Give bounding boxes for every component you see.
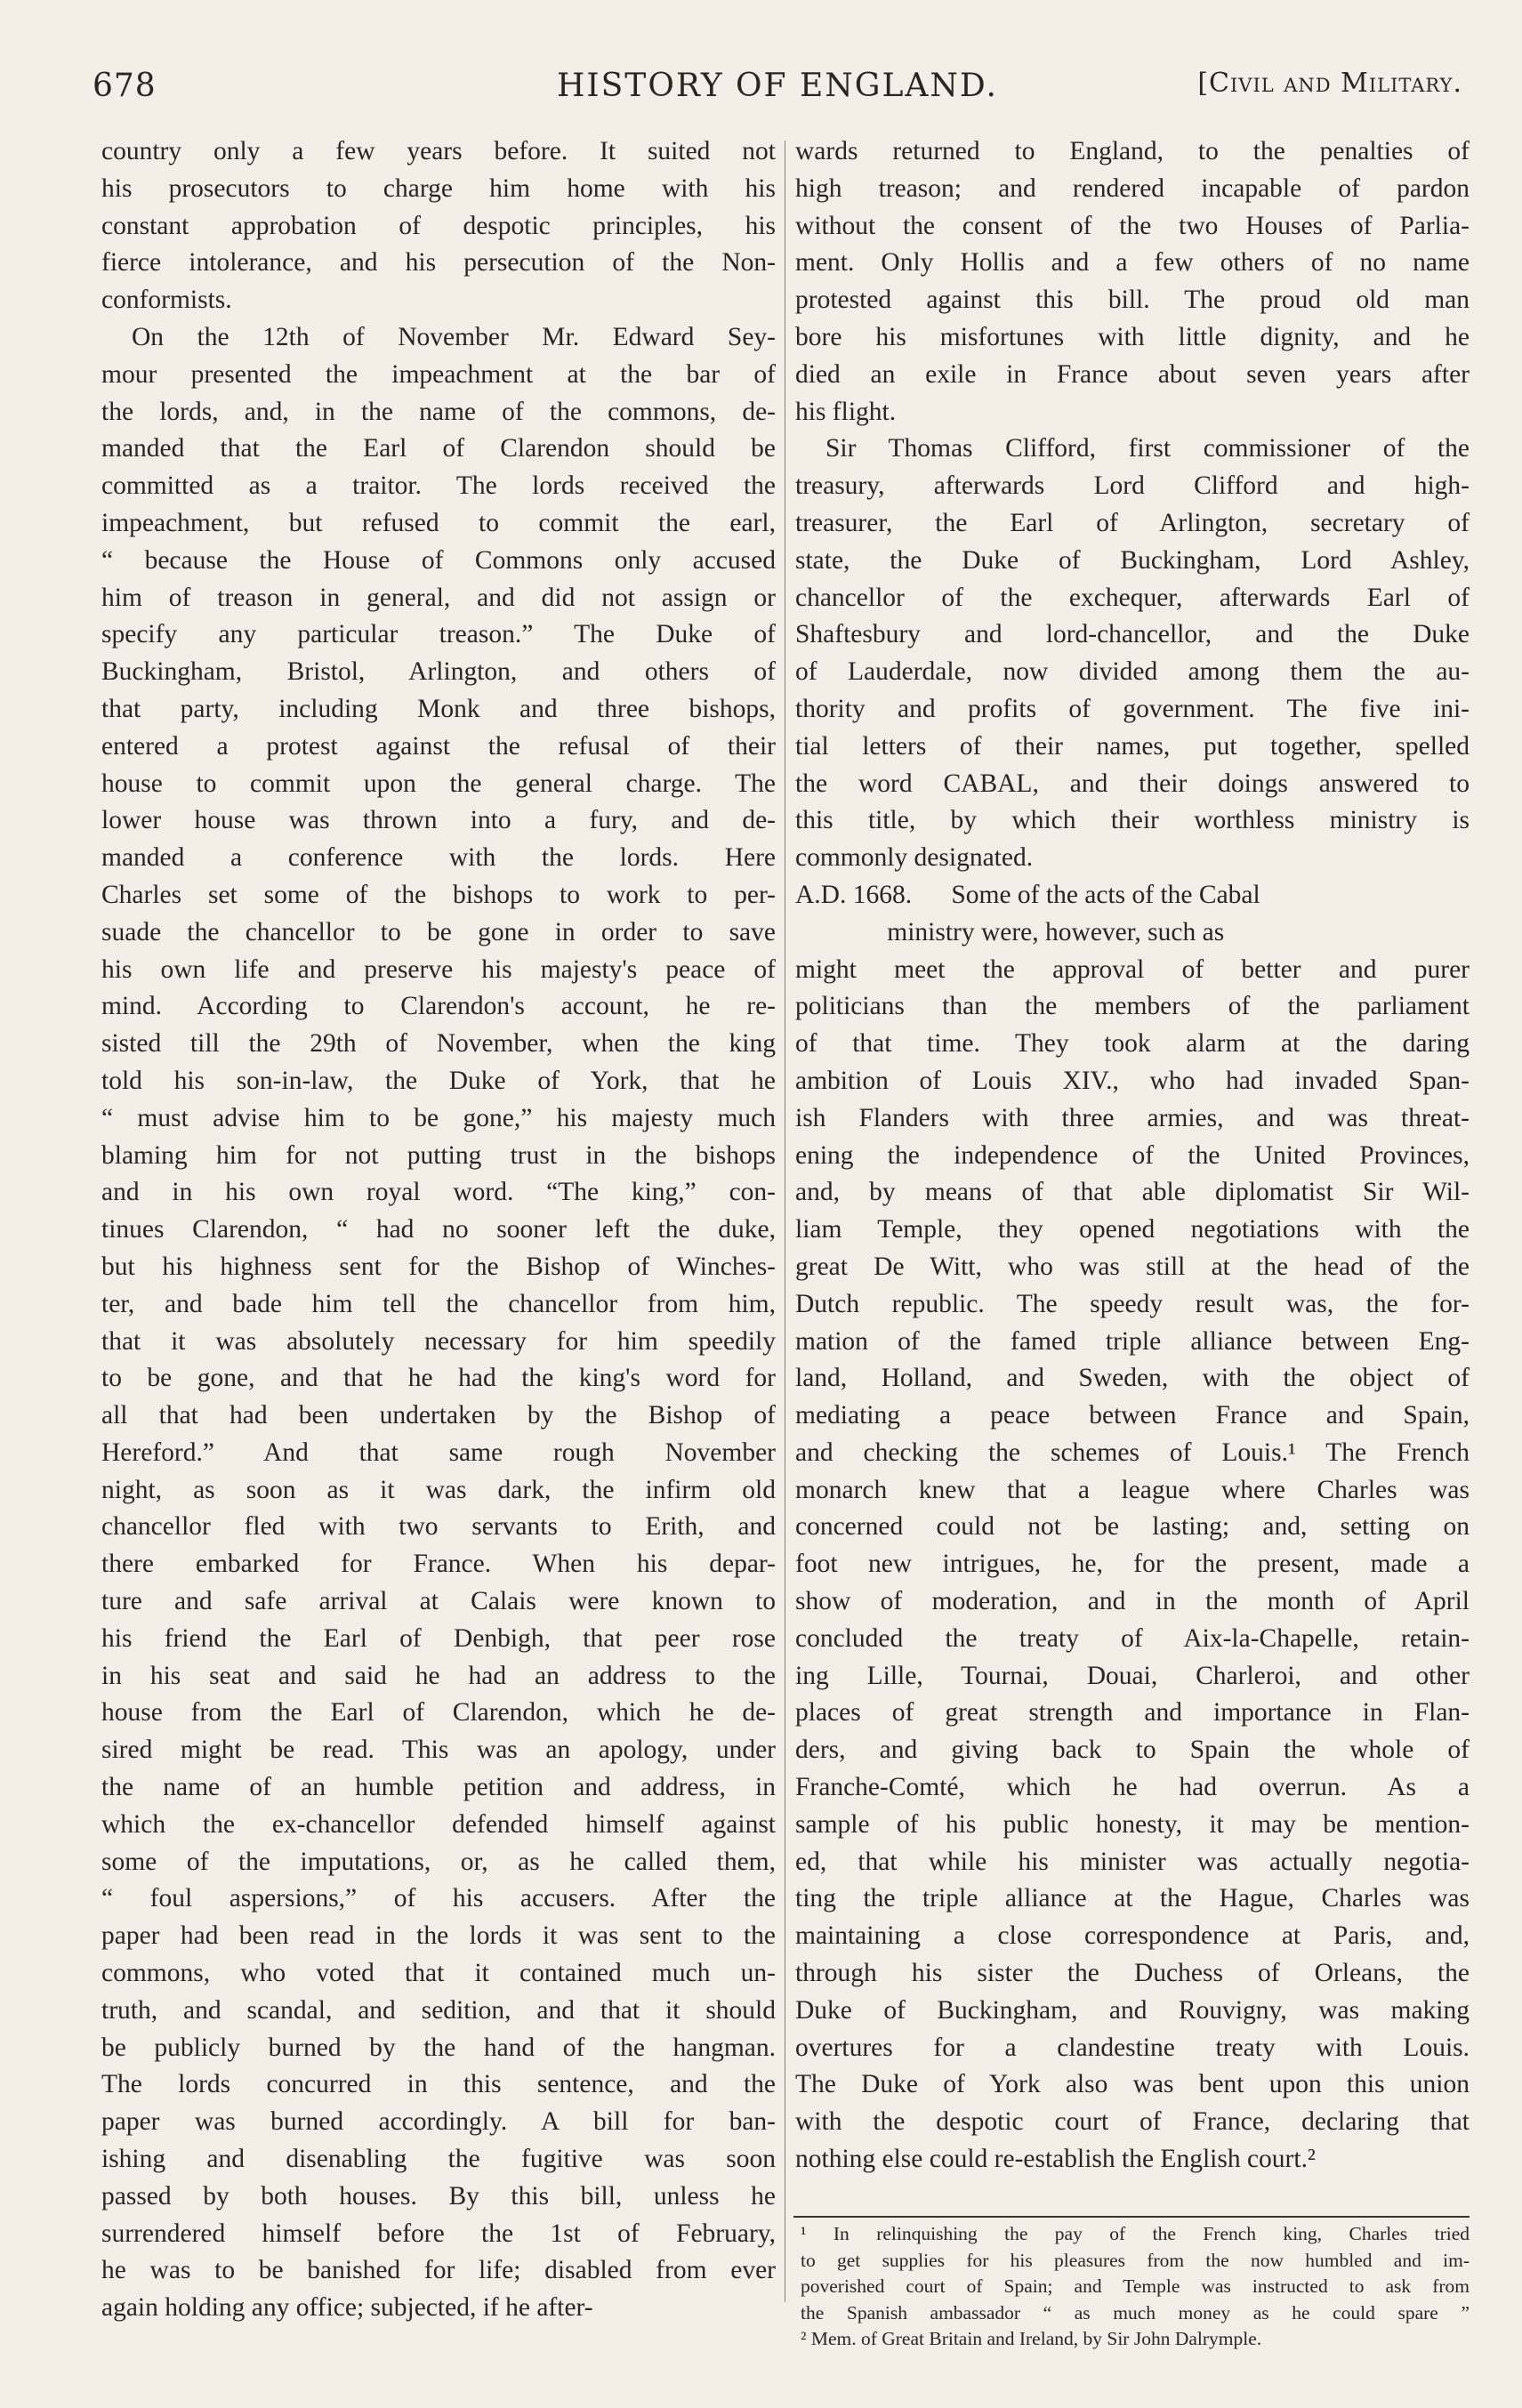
text-line: truth, and scandal, and sedition, and that it should: [101, 1995, 776, 2025]
text-line: and, by means of that able diplomatist Sir Wil-: [795, 1178, 1470, 1207]
text-line: lower house was thrown into a fury, and de-: [101, 806, 776, 835]
text-line: this title, by which their worthless ministry is: [795, 806, 1470, 835]
text-line: politicians than the members of the parliament: [795, 992, 1470, 1021]
text-line: sample of his public honesty, it may be mention-: [795, 1809, 1470, 1839]
footnote-line: the Spanish ambassador “ as much money as he could spare ”: [801, 2301, 1470, 2323]
text-line: great De Witt, who was still at the head of the: [795, 1252, 1470, 1281]
text-line: the word CABAL, and their doings answered to: [795, 769, 1470, 798]
text-line: ministry were, however, such as: [795, 917, 1225, 946]
text-line: “ must advise him to be gone,” his majesty much: [101, 1103, 776, 1132]
text-line: Charles set some of the bishops to work to per-: [101, 880, 776, 909]
text-line: his flight.: [795, 397, 897, 426]
text-line: suade the chancellor to be gone in order to save: [101, 917, 776, 946]
footnote-line: poverished court of Spain; and Temple was instructed to ask from: [801, 2275, 1470, 2297]
text-line: told his son-in-law, the Duke of York, that he: [101, 1066, 776, 1095]
text-line: entered a protest against the refusal of their: [101, 731, 776, 761]
text-line: mediating a peace between France and Spain,: [795, 1401, 1470, 1430]
text-line: the lords, and, in the name of the commons, de-: [101, 397, 776, 426]
text-line: sired might be read. This was an apology, under: [101, 1736, 776, 1765]
text-line: Duke of Buckingham, and Rouvigny, was making: [795, 1995, 1470, 2025]
text-line: commons, who voted that it contained much un-: [101, 1959, 776, 1988]
text-line: ing Lille, Tournai, Douai, Charleroi, and other: [795, 1661, 1470, 1690]
footnote-line: ² Mem. of Great Britain and Ireland, by Sir John Dalrymple.: [801, 2328, 1262, 2349]
text-line: the name of an humble petition and address, in: [101, 1773, 776, 1802]
text-line: ambition of Louis XIV., who had invaded Span-: [795, 1066, 1470, 1095]
text-line: constant approbation of despotic principles, his: [101, 211, 776, 240]
text-line: “ because the House of Commons only accused: [101, 545, 776, 575]
text-line: mation of the famed triple alliance between Eng-: [795, 1326, 1470, 1356]
footnote-rule: [793, 2216, 1470, 2218]
text-line: Dutch republic. The speedy result was, the for-: [795, 1289, 1470, 1318]
text-line: all that had been undertaken by the Bishop of: [101, 1401, 776, 1430]
text-line: committed as a traitor. The lords received the: [101, 471, 776, 501]
text-line: blaming him for not putting trust in the bishops: [101, 1140, 776, 1170]
text-line: fierce intolerance, and his persecution of the Non-: [101, 248, 776, 278]
text-line: to be gone, and that he had the king's word for: [101, 1364, 776, 1393]
text-line: paper was burned accordingly. A bill for ban-: [101, 2107, 776, 2137]
text-line: ed, that while his minister was actually negotia-: [795, 1847, 1470, 1876]
text-line: house from the Earl of Clarendon, which he de-: [101, 1698, 776, 1727]
text-line: concerned could not be lasting; and, setting on: [795, 1512, 1470, 1542]
text-line: liam Temple, they opened negotiations with the: [795, 1215, 1470, 1244]
footnote-line: to get supplies for his pleasures from the now humbled and im-: [801, 2249, 1470, 2271]
text-line: foot new intrigues, he, for the present, made a: [795, 1550, 1470, 1579]
text-line: sisted till the 29th of November, when the king: [101, 1029, 776, 1059]
text-line: that it was absolutely necessary for him speedily: [101, 1326, 776, 1356]
text-line: overtures for a clandestine treaty with Louis.: [795, 2033, 1470, 2062]
text-line: impeachment, but refused to commit the earl,: [101, 508, 776, 537]
text-line: died an exile in France about seven years after: [795, 359, 1470, 389]
text-line: chancellor fled with two servants to Erith, and: [101, 1512, 776, 1542]
text-line: manded that the Earl of Clarendon should be: [101, 434, 776, 463]
text-line: wards returned to England, to the penalties of: [795, 137, 1470, 165]
text-line: commonly designated.: [795, 843, 1034, 873]
text-line: ish Flanders with three armies, and was threat-: [795, 1103, 1470, 1132]
right-column: [795, 133, 1470, 2178]
text-line: mind. According to Clarendon's account, he re-: [101, 992, 776, 1021]
text-line: nothing else could re-establish the English court.²: [795, 2145, 1316, 2174]
text-line: through his sister the Duchess of Orleans, the: [795, 1959, 1470, 1988]
text-line: but his highness sent for the Bishop of Winches-: [101, 1252, 776, 1281]
text-line: monarch knew that a league where Charles was: [795, 1475, 1470, 1504]
text-line: him of treason in general, and did not assign or: [101, 583, 776, 612]
running-title: HISTORY OF ENGLAND.: [557, 68, 998, 104]
text-line: places of great strength and importance in Flan-: [795, 1698, 1470, 1727]
text-line: Shaftesbury and lord-chancellor, and the Duke: [795, 620, 1470, 649]
text-line: treasurer, the Earl of Arlington, secretary of: [795, 508, 1470, 537]
text-line: concluded the treaty of Aix-la-Chapelle, retain-: [795, 1623, 1470, 1653]
text-line: land, Holland, and Sweden, with the object of: [795, 1364, 1470, 1393]
text-line: some of the imputations, or, as he called them,: [101, 1847, 776, 1876]
footnotes: [801, 2221, 1470, 2353]
text-line: thority and profits of government. The five ini-: [795, 694, 1470, 723]
text-line: Franche-Comté, which he had overrun. As a: [795, 1773, 1470, 1802]
text-line: specify any particular treason.” The Duke of: [101, 620, 776, 649]
text-line: A.D. 1668. Some of the acts of the Cabal: [795, 880, 1260, 909]
text-line: and checking the schemes of Louis.¹ The French: [795, 1438, 1470, 1467]
text-line: without the consent of the two Houses of Parlia-: [795, 211, 1470, 240]
text-line: country only a few years before. It suited not: [101, 137, 776, 165]
text-line: tial letters of their names, put together, spelled: [795, 731, 1470, 761]
text-line: chancellor of the exchequer, afterwards Earl of: [795, 583, 1470, 612]
text-line: again holding any office; subjected, if he after-: [101, 2293, 593, 2323]
text-line: “ foul aspersions,” of his accusers. After the: [101, 1884, 776, 1913]
text-line: bore his misfortunes with little dignity, and he: [795, 322, 1470, 351]
text-line: high treason; and rendered incapable of pardon: [795, 173, 1470, 203]
text-line: tinues Clarendon, “ had no sooner left the duke,: [101, 1215, 776, 1244]
text-line: ment. Only Hollis and a few others of no name: [795, 248, 1470, 278]
text-line: surrendered himself before the 1st of February,: [101, 2219, 776, 2248]
text-line: Hereford.” And that same rough November: [101, 1438, 776, 1467]
text-line: ter, and bade him tell the chancellor from him,: [101, 1289, 776, 1318]
text-line: On the 12th of November Mr. Edward Sey-: [132, 322, 776, 351]
text-line: his friend the Earl of Denbigh, that peer rose: [101, 1623, 776, 1653]
text-line: mour presented the impeachment at the bar of: [101, 359, 776, 389]
text-line: The Duke of York also was bent upon this union: [795, 2070, 1470, 2099]
text-line: treasury, afterwards Lord Clifford and high-: [795, 471, 1470, 501]
left-column: [101, 133, 776, 2327]
text-line: with the despotic court of France, declaring that: [795, 2107, 1470, 2137]
text-line: ders, and giving back to Spain the whole of: [795, 1736, 1470, 1765]
text-line: be publicly burned by the hand of the hangman.: [101, 2033, 776, 2062]
text-line: he was to be banished for life; disabled from ever: [101, 2256, 776, 2285]
text-line: of that time. They took alarm at the daring: [795, 1029, 1470, 1059]
text-line: which the ex-chancellor defended himself against: [101, 1809, 776, 1839]
text-line: night, as soon as it was dark, the infirm old: [101, 1475, 776, 1504]
text-line: paper had been read in the lords it was sent to the: [101, 1921, 776, 1951]
page-number: 678: [93, 68, 157, 104]
text-line: conformists.: [101, 286, 232, 315]
page-header: [93, 68, 1462, 112]
text-line: The lords concurred in this sentence, and the: [101, 2070, 776, 2099]
text-line: show of moderation, and in the month of April: [795, 1587, 1470, 1616]
text-line: Buckingham, Bristol, Arlington, and others of: [101, 657, 776, 687]
text-line: and in his own royal word. “The king,” con-: [101, 1178, 776, 1207]
text-line: protested against this bill. The proud old man: [795, 286, 1470, 315]
text-line: might meet the approval of better and purer: [795, 954, 1470, 984]
text-line: house to commit upon the general charge. The: [101, 769, 776, 798]
text-line: that party, including Monk and three bishops,: [101, 694, 776, 723]
text-line: ishing and disenabling the fugitive was soon: [101, 2145, 776, 2174]
text-line: ening the independence of the United Provinces,: [795, 1140, 1470, 1170]
text-line: ting the triple alliance at the Hague, Charles was: [795, 1884, 1470, 1913]
section-title: [Civil and Military.: [1197, 68, 1462, 99]
text-line: there embarked for France. When his depar-: [101, 1550, 776, 1579]
text-line: state, the Duke of Buckingham, Lord Ashley,: [795, 545, 1470, 575]
text-line: of Lauderdale, now divided among them the au-: [795, 657, 1470, 687]
footnote-line: ¹ In relinquishing the pay of the French king, Charles tried: [801, 2223, 1470, 2244]
text-line: his prosecutors to charge him home with his: [101, 173, 776, 203]
text-line: Sir Thomas Clifford, first commissioner of the: [825, 434, 1470, 463]
text-line: ture and safe arrival at Calais were known to: [101, 1587, 776, 1616]
text-line: manded a conference with the lords. Here: [101, 843, 776, 873]
text-line: passed by both houses. By this bill, unless he: [101, 2181, 776, 2211]
text-line: in his seat and said he had an address to the: [101, 1661, 776, 1690]
text-line: maintaining a close correspondence at Paris, and,: [795, 1921, 1470, 1951]
text-line: his own life and preserve his majesty's peace of: [101, 954, 776, 984]
